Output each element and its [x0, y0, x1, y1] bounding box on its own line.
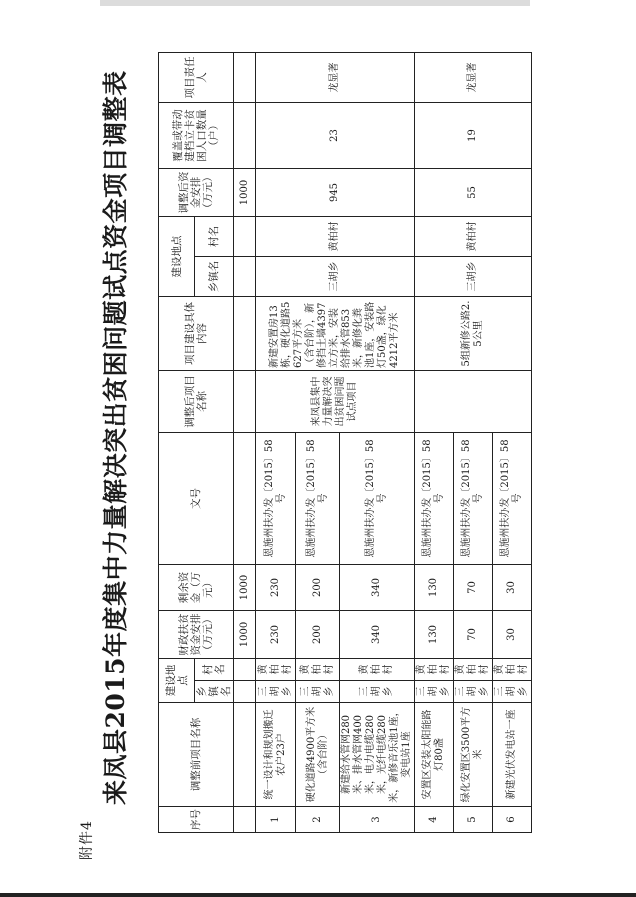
- cell: [234, 217, 256, 257]
- row-town: 三胡乡: [296, 681, 340, 703]
- row-name: 新建给水管网280米、排水管网400米，电力电缆280米，光纤电缆280米，新修音乐池1座，变电站1座: [340, 703, 415, 807]
- cell: [234, 807, 256, 833]
- row-fiscal: 230: [256, 611, 296, 659]
- adjusted-b-funds: 55: [415, 169, 532, 217]
- row-village: 黄柏村: [415, 659, 454, 681]
- row-seq: 6: [493, 807, 532, 833]
- adjusted-a-town: 三胡乡: [256, 257, 415, 297]
- adjusted-a-person: 龙显著: [256, 53, 415, 103]
- cell: [234, 681, 256, 703]
- row-seq: 5: [454, 807, 493, 833]
- header-location: 建设地点: [159, 659, 195, 703]
- row-remaining: 70: [454, 565, 493, 611]
- cell: [234, 103, 256, 169]
- header-responsible: 项目责任人: [159, 53, 234, 103]
- adjusted-b-village: 黄柏村: [415, 217, 532, 257]
- adjusted-a-name: 来凤县集中力量解决突出贫困问题试点项目: [256, 371, 415, 433]
- header-households: 覆盖或带动建档立卡贫困人口数量（户）: [159, 103, 234, 169]
- row-remaining: 30: [493, 565, 532, 611]
- row-town: 三胡乡: [493, 681, 532, 703]
- adjusted-b-name: [415, 371, 532, 433]
- row-village: 黄柏村: [340, 659, 415, 681]
- header-new-funds: 调整后资金安排（万元）: [159, 169, 234, 217]
- row-doc: 恩施州扶办发〔2015〕58号: [340, 433, 415, 565]
- header-township: 乡镇名: [195, 681, 234, 703]
- attachment-label: 附件4: [79, 820, 95, 860]
- total-new-funds: 1000: [234, 169, 256, 217]
- adjusted-a-content: 新建安置房13栋，硬化道路5627平方米（含台阶），新修挡土墙4397立方米，安装给排水管853米，新修化粪池1座，安装路灯50盏，绿化4212平方米: [256, 297, 415, 371]
- row-town: 三胡乡: [340, 681, 415, 703]
- adjusted-b-content: 5组新修公路2.5公里: [415, 297, 532, 371]
- header-adj-project-name: 调整前项目名称: [159, 703, 234, 807]
- header-remaining-funds: 剩余资金（万元）: [159, 565, 234, 611]
- header-new-township: 乡镇名: [195, 257, 234, 297]
- row-fiscal: 200: [296, 611, 340, 659]
- adjusted-a-village: 黄柏村: [256, 217, 415, 257]
- rotated-table-wrapper: [158, 53, 527, 833]
- row-doc: 恩施州扶办发〔2015〕58号: [493, 433, 532, 565]
- row-town: 三胡乡: [454, 681, 493, 703]
- cell: [234, 703, 256, 807]
- row-remaining: 230: [256, 565, 296, 611]
- row-name: 统一设计和规划搬迁农户23户: [256, 703, 296, 807]
- cell: [234, 297, 256, 371]
- row-fiscal: 30: [493, 611, 532, 659]
- document-title: 来凤县2015年度集中力量解决突出贫困问题试点资金项目调整表: [101, 70, 130, 805]
- total-fiscal: 1000: [234, 611, 256, 659]
- project-adjustment-table: [158, 52, 532, 833]
- row-doc: 恩施州扶办发〔2015〕58号: [454, 433, 493, 565]
- row-seq: 2: [296, 807, 340, 833]
- row-name: 安置区安装太阳能路灯80盏: [415, 703, 454, 807]
- cell: [234, 659, 256, 681]
- row-seq: 3: [340, 807, 415, 833]
- header-new-location: 建设地点: [159, 217, 195, 297]
- adjusted-a-households: 23: [256, 103, 415, 169]
- adjusted-a-funds: 945: [256, 169, 415, 217]
- adjusted-b-households: 19: [415, 103, 532, 169]
- row-seq: 4: [415, 807, 454, 833]
- header-seq: 序号: [159, 807, 234, 833]
- adjusted-b-person: 龙显著: [415, 53, 532, 103]
- cell: [234, 371, 256, 433]
- total-remaining: 1000: [234, 565, 256, 611]
- header-village: 村名: [195, 659, 234, 681]
- table-row: [415, 53, 454, 833]
- header-fiscal-funds: 财政扶贫资金安排（万元）: [159, 611, 234, 659]
- row-town: 三胡乡: [415, 681, 454, 703]
- row-fiscal: 70: [454, 611, 493, 659]
- totals-row: [234, 53, 256, 833]
- row-name: 绿化安置区3500平方米: [454, 703, 493, 807]
- scan-bottom-edge: [0, 893, 636, 897]
- row-village: 黄柏村: [454, 659, 493, 681]
- cell: [234, 257, 256, 297]
- row-remaining: 340: [340, 565, 415, 611]
- row-fiscal: 130: [415, 611, 454, 659]
- row-town: 三胡乡: [256, 681, 296, 703]
- header-content: 项目建设具体内容: [159, 297, 234, 371]
- row-seq: 1: [256, 807, 296, 833]
- row-fiscal: 340: [340, 611, 415, 659]
- row-village: 黄柏村: [493, 659, 532, 681]
- row-doc: 恩施州扶办发〔2015〕58号: [256, 433, 296, 565]
- row-village: 黄柏村: [296, 659, 340, 681]
- row-doc: 恩施州扶办发〔2015〕58号: [415, 433, 454, 565]
- header-new-project-name: 调整后项目名称: [159, 371, 234, 433]
- row-name: 硬化道路4900平方米（含台阶）: [296, 703, 340, 807]
- cell: [234, 433, 256, 565]
- scan-top-edge: [100, 0, 530, 6]
- row-remaining: 130: [415, 565, 454, 611]
- header-new-village: 村名: [195, 217, 234, 257]
- adjusted-b-town: 三胡乡: [415, 257, 532, 297]
- table-row: [256, 53, 296, 833]
- row-village: 黄柏村: [256, 659, 296, 681]
- cell: [234, 53, 256, 103]
- row-name: 新建光伏发电站一座: [493, 703, 532, 807]
- row-remaining: 200: [296, 565, 340, 611]
- header-doc-no: 文号: [159, 433, 234, 565]
- row-doc: 恩施州扶办发〔2015〕58号: [296, 433, 340, 565]
